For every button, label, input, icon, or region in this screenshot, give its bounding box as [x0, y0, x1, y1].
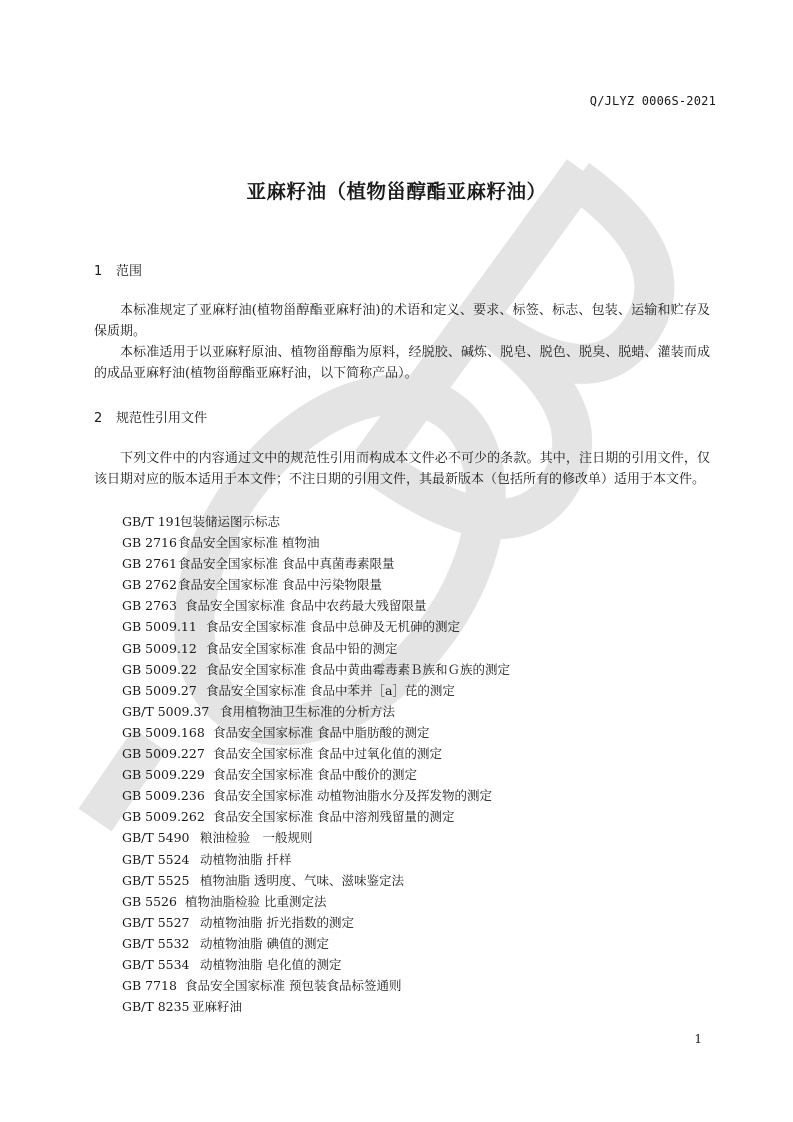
- reference-code: GB 5009.12: [122, 640, 197, 656]
- reference-title: 食品安全国家标准 预包装食品标签通则: [185, 978, 402, 994]
- section-1-paragraph-1: 本标准规定了亚麻籽油(植物甾醇酯亚麻籽油)的术语和定义、要求、标签、标志、包装、运输和贮存及保质期。: [94, 303, 710, 339]
- reference-item: [122, 659, 510, 680]
- document-title: 亚麻籽油（植物甾醇酯亚麻籽油）: [246, 180, 547, 203]
- reference-title: 亚麻籽油: [192, 999, 243, 1015]
- section-1-number: 1: [94, 264, 103, 279]
- reference-title: 食用植物油卫生标准的分析方法: [220, 703, 396, 719]
- reference-title: 食品安全国家标准 食品中溶剂残留量的测定: [213, 809, 455, 825]
- reference-title: 食品安全国家标准 食品中过氧化值的测定: [213, 746, 442, 762]
- reference-title: 植物油脂检验 比重测定法: [185, 893, 327, 909]
- reference-title: 动植物油脂 折光指数的测定: [200, 914, 354, 930]
- reference-item: [122, 532, 510, 553]
- reference-item: [122, 701, 510, 722]
- section-2-paragraph-1: 下列文件中的内容通过文中的规范性引用而构成本文件必不可少的条款。其中，注日期的引用文件，仅该日期对应的版本适用于本文件；不注日期的引用文件，其最新版本（包括所有的修改单）适用于本文件。: [94, 451, 710, 487]
- reference-title: 植物油脂 透明度、气味、滋味鉴定法: [200, 872, 404, 888]
- section-1-title: 范围: [116, 264, 143, 279]
- reference-title: 粮油检验 一般规则: [200, 830, 313, 846]
- reference-item: [122, 785, 510, 806]
- reference-title: 动植物油脂 碘值的测定: [200, 935, 329, 951]
- reference-title: 食品安全国家标准 食品中污染物限量: [178, 577, 382, 593]
- section-2-number: 2: [94, 411, 103, 426]
- reference-title: 食品安全国家标准 动植物油脂水分及挥发物的测定: [213, 788, 492, 804]
- reference-item: [122, 827, 510, 848]
- reference-item: [122, 954, 510, 975]
- reference-list: [122, 511, 510, 1017]
- reference-title: 动植物油脂 皂化值的测定: [200, 956, 342, 972]
- page-number: 1: [694, 1032, 702, 1046]
- reference-code: GB/T 5532: [122, 935, 190, 951]
- reference-code: GB 2716: [122, 535, 177, 551]
- reference-item: [122, 912, 510, 933]
- reference-item: [122, 891, 510, 912]
- reference-code: GB 2761: [122, 556, 177, 572]
- reference-code: GB/T 5534: [122, 956, 190, 972]
- reference-code: GB 5009.22: [122, 661, 197, 677]
- reference-item: [122, 743, 510, 764]
- reference-code: GB/T 8235: [122, 999, 190, 1015]
- reference-code: GB/T 5009.37: [122, 703, 210, 719]
- reference-title: 食品安全国家标准 食品中酸价的测定: [213, 767, 417, 783]
- reference-item: [122, 595, 510, 616]
- reference-title: 食品安全国家标准 食品中铅的测定: [206, 640, 398, 656]
- reference-code: GB 5009.262: [122, 809, 205, 825]
- reference-item: [122, 553, 510, 574]
- reference-item: [122, 574, 510, 595]
- reference-code: GB 5009.11: [122, 619, 197, 635]
- section-2-heading: [94, 407, 207, 426]
- reference-title: 包装储运图示标志: [180, 514, 281, 529]
- reference-item: [122, 638, 510, 659]
- reference-item: [122, 870, 510, 891]
- reference-item: [122, 616, 510, 637]
- reference-code: GB/T 5525: [122, 872, 190, 888]
- reference-code: GB 5009.229: [122, 767, 205, 783]
- reference-item: [122, 806, 510, 827]
- reference-code: GB 7718: [122, 978, 177, 994]
- reference-item: [122, 722, 510, 743]
- reference-title: 食品安全国家标准 食品中总砷及无机砷的测定: [206, 619, 460, 635]
- section-1-heading: [94, 260, 142, 279]
- reference-title: 食品安全国家标准 植物油: [178, 535, 320, 551]
- reference-item: [122, 511, 510, 532]
- reference-code: GB 5009.227: [122, 746, 205, 762]
- reference-item: [122, 975, 510, 996]
- reference-title: 食品安全国家标准 食品中农药最大残留限量: [185, 598, 427, 614]
- section-2-title: 规范性引用文件: [116, 411, 208, 426]
- reference-code: GB/T 5527: [122, 914, 190, 930]
- reference-title: 动植物油脂 扦样: [200, 851, 292, 867]
- reference-item: [122, 680, 510, 701]
- reference-code: GB 2762: [122, 577, 177, 593]
- reference-code: GB/T 5490: [122, 830, 190, 846]
- standard-code: Q/JLYZ 0006S-2021: [589, 94, 716, 108]
- section-1-paragraph-2: 本标准适用于以亚麻籽原油、植物甾醇酯为原料，经脱胶、碱炼、脱皂、脱色、脱臭、脱蜡、灌装而成的成品亚麻籽油(植物甾醇酯亚麻籽油，以下简称产品）。: [94, 345, 710, 381]
- reference-item: [122, 996, 510, 1017]
- reference-title: 食品安全国家标准 食品中脂肪酸的测定: [213, 724, 430, 740]
- reference-code: GB/T 5524: [122, 851, 190, 867]
- reference-item: [122, 849, 510, 870]
- reference-code: GB 5009.168: [122, 724, 205, 740]
- reference-code: GB 5009.236: [122, 788, 205, 804]
- reference-item: [122, 764, 510, 785]
- reference-item: [122, 933, 510, 954]
- reference-code: GB 5526: [122, 893, 177, 909]
- reference-code: GB 2763: [122, 598, 177, 614]
- reference-title: 食品安全国家标准 食品中苯并［a］芘的测定: [206, 682, 455, 698]
- reference-title: 食品安全国家标准 食品中黄曲霉毒素Ｂ族和Ｇ族的测定: [206, 661, 510, 677]
- reference-code: GB/T 191: [122, 514, 182, 529]
- reference-code: GB 5009.27: [122, 682, 197, 698]
- reference-title: 食品安全国家标准 食品中真菌毒素限量: [178, 556, 395, 572]
